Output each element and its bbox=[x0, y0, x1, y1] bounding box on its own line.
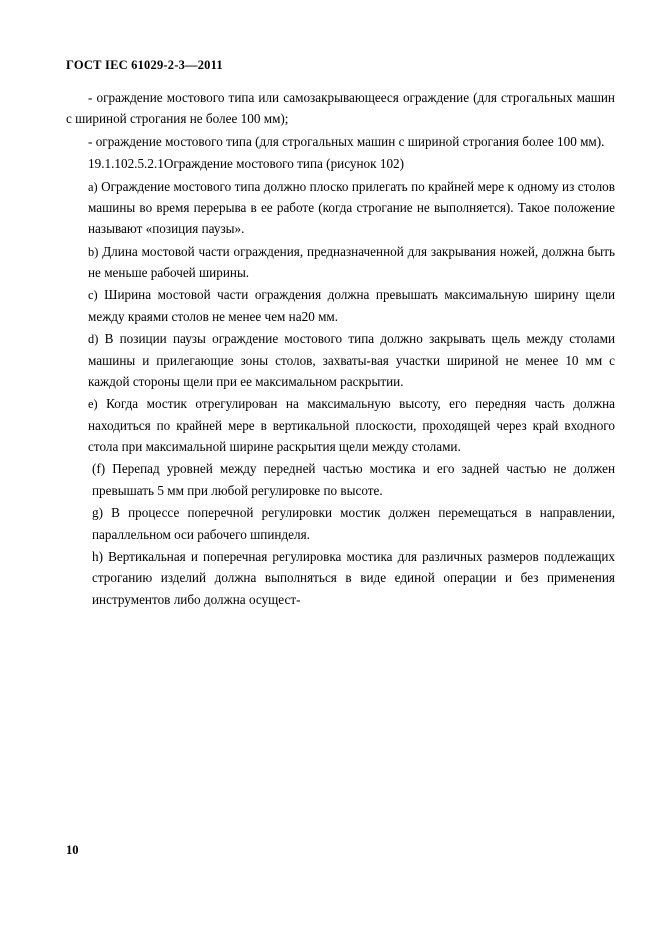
list-item-c-text: Ширина мостовой части ограждения должна превышать максимальную ширину щели между краями столов не менее чем на20 мм. bbox=[88, 287, 616, 324]
clause-heading-19-1-102-5-2-1: 19.1.102.5.2.1Ограждение мостового типа (рисунок 102) bbox=[88, 156, 405, 172]
list-marker-g: g) bbox=[92, 505, 103, 521]
list-item-c bbox=[66, 284, 615, 327]
list-marker-f: (f) bbox=[92, 461, 106, 477]
list-marker-c: c) bbox=[88, 288, 98, 303]
list-item-f bbox=[66, 458, 615, 501]
list-item-d-text: В позиции паузы ограждение мостового типа должно закрывать щель между столами машины и прилегающие зоны столов, захваты-вая участки шириной не менее 10 мм с каждой стороны щели при ее максимальном раскрытии. bbox=[88, 331, 615, 389]
list-item-e bbox=[66, 393, 615, 457]
document-standard-header: ГОСТ IEC 61029-2-3—2011 bbox=[66, 58, 223, 72]
paragraph-dash-guard-bridge-wide: - ограждение мостового типа (для строгальных машин с шириной строгания более 100 мм). bbox=[88, 133, 605, 149]
list-item-a-text: Ограждение мостового типа должно плоско прилегать по крайней мере к одному из столов машины во время перерыва в ее работе (когда строгание не выполняется). Такое положение называют «позиция паузы». bbox=[88, 178, 615, 237]
list-marker-h: h) bbox=[92, 548, 103, 564]
list-item-e-text: Когда мостик отрегулирован на максимальную высоту, его передняя часть должна находиться по крайней мере в вертикальной плоскости, проходящей через край входного стола при максимальной ширине раскрытия щели между столами. bbox=[88, 396, 615, 454]
list-marker-a: a) bbox=[88, 179, 98, 194]
list-item-b-text: Длина мостовой части ограждения, предназначенной для закрывания ножей, должна быть не меньше рабочей ширины. bbox=[88, 243, 615, 280]
list-marker-e: e) bbox=[88, 397, 98, 412]
list-item-g bbox=[66, 502, 615, 545]
list-marker-d: d) bbox=[88, 332, 99, 347]
list-item-a bbox=[66, 176, 615, 240]
page-number: 10 bbox=[66, 843, 79, 857]
list-item-h bbox=[66, 546, 615, 610]
list-item-g-text: В процессе поперечной регулировки мостик должен перемещаться в направлении, параллельном оси рабочего шпинделя. bbox=[92, 505, 615, 542]
paragraph-dash-guard-bridge-self-closing: - ограждение мостового типа или самозакрывающееся ограждение (для строгальных машин с шириной строгания не более 100 мм); bbox=[66, 90, 615, 127]
list-marker-b: b) bbox=[88, 244, 99, 259]
list-item-b bbox=[66, 241, 615, 284]
list-item-h-text: Вертикальная и поперечная регулировка мостика для различных размеров подлежащих строганию изделий должна выполняться в виде единой операции и без применения инструментов либо должна осущест- bbox=[92, 548, 616, 607]
list-item-f-text: Перепад уровней между передней частью мостика и его задней частью не должен превышать 5 мм при любой регулировке по высоте. bbox=[92, 461, 615, 498]
list-item-d bbox=[66, 328, 615, 392]
